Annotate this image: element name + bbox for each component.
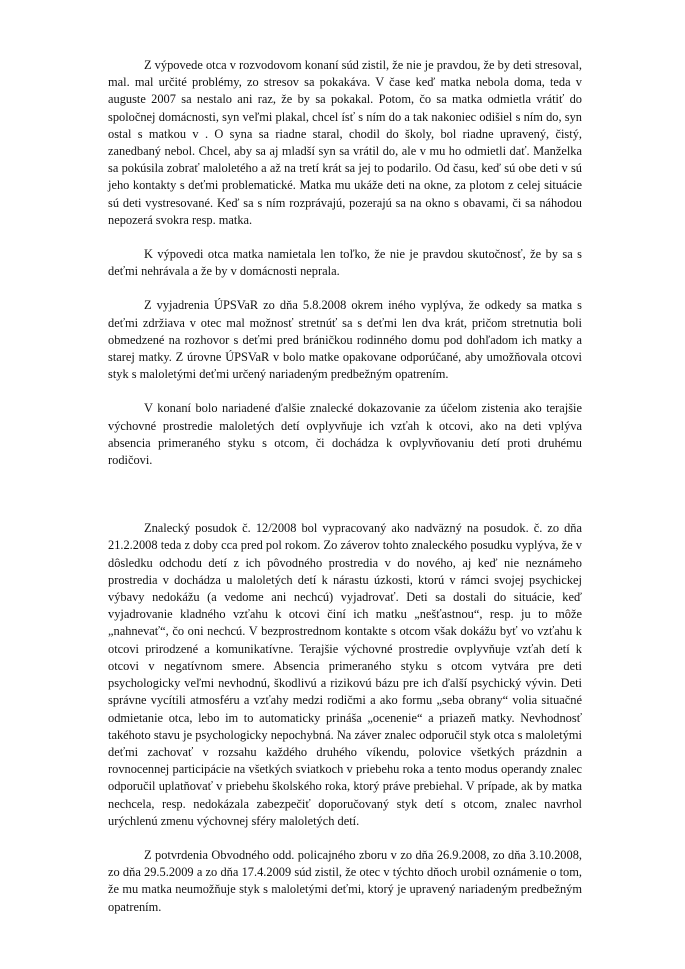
document-body (108, 57, 582, 916)
paragraph-expert-evidence: V konaní bolo nariadené ďalšie znalecké dokazovanie za účelom zistenia ako terajšie výchovné prostredie maloletých detí ovplyvňuje ich vzťah k otcovi, ako na deti vplýva absencia primeraného styku s otcom, či dochádza k ovplyvňovaniu detí proti druhému rodičovi. (108, 401, 582, 468)
paragraph-upsvar-statement: Z vyjadrenia ÚPSVaR zo dňa 5.8.2008 okrem iného vyplýva, že odkedy sa matka s deťmi zdržiava v otec mal možnosť stretnúť sa s deťmi len dva krát, pričom stretnutia boli obmedzené na rozhovor s deťmi pred bráničkou rodinného domu pod dohľadom ich matky a starej matky. Z úrovne ÚPSVaR v bolo matke opakovane odporúčané, aby umožňovala otcovi styk s maloletými deťmi určený nariadeným predbežným opatrením. (108, 298, 582, 382)
paragraph-police-confirmation: Z potvrdenia Obvodného odd. policajného zboru v zo dňa 26.9.2008, zo dňa 3.10.2008, zo dňa 29.5.2009 a zo dňa 17.4.2009 súd zistil, že otec v týchto dňoch urobil oznámenie o tom, že mu matka neumožňuje styk s maloletými deťmi, ktorý je upravený nariadeným predbežným opatrením. (108, 847, 582, 914)
paragraph-expert-report: Znalecký posudok č. 12/2008 bol vypracovaný ako nadväzný na posudok. č. zo dňa 21.2.2008 teda z doby cca pred pol rokom. Zo záverov tohto znaleckého posudku vyplýva, že v dôsledku odchodu detí z ich pôvodného prostredia v do nového, aj keď nie neznámeho prostredia v dochádza u maloletých detí k nárastu úzkosti, ktorú v rámci svojej psychickej výbavy nedokážu (a vedome ani nechcú) vyjadrovať. Deti sa dostali do situácie, keď vyjadrovanie kladného vzťahu k otcovi činí ich matku „nešťastnou“, resp. ju to môže „nahnevať“, čo oni nechcú. V bezprostrednom kontakte s otcom však dokážu byť vo vzťahu k otcovi prirodzené a komunikatívne. Terajšie výchovné prostredie ovplyvňuje vzťah detí k otcovi v negatívnom smere. Absencia primeraného styku s otcom vytvára pre deti psychologicky veľmi nevhodnú, škodlivú a rizikovú bázu pre ich ďalší psychický vývin. Deti správne vycítili atmosféru a vzťahy medzi rodičmi a ako formu „seba obrany“ volia situačné odmietanie otca, lebo im to automaticky prináša „ocenenie“ a priazeň matky. Nevhodnosť takéhoto stavu je psychologicky nepochybná. Na záver znalec odporučil styk otca s maloletými deťmi zachovať v rozsahu každého druhého víkendu, polovice všetkých prázdnin a rovnocennej participácie na všetkých sviatkoch v priebehu roka a tento modus operandy znalec odporučil uplatňovať v priebehu školského roka, ktorý práve prebiehal. V prípade, ak by matka nechcela, resp. nedokázala zabezpečiť doporučovaný styk detí s otcom, znalec navrhol urýchlenú zmenu výchovnej sféry maloletých detí. (108, 521, 582, 828)
paragraph-mother-objection: K výpovedi otca matka namietala len toľko, že nie je pravdou skutočnosť, že by sa s deťmi nehrávala a že by v domácnosti neprala. (108, 247, 582, 279)
paragraph-father-testimony: Z výpovede otca v rozvodovom konaní súd zistil, že nie je pravdou, že by deti stresoval, mal. mal určité problémy, zo stresov sa pokakáva. V čase keď matka nebola doma, teda v auguste 2007 sa nestalo ani raz, že by sa pokakal. Potom, čo sa matka odmietla vrátiť do spoločnej domácnosti, syn veľmi plakal, chcel ísť s ním do a tak nakoniec odišiel s ním do, syn ostal s matkou v . O syna sa riadne staral, chodil do školy, bol riadne upravený, čistý, zanedbaný nebol. Chcel, aby sa aj mladší syn sa vrátil do, ale v mu ho odmietli dať. Manželka sa pokúsila zobrať maloletého a až na tretí krát sa jej to podarilo. Od času, keď sú obe deti v sú jeho kontakty s deťmi problematické. Matka mu ukáže deti na okne, za plotom z celej situácie sú deti vystresované. Keď sa s ním rozprávajú, pozerajú sa na okno s obavami, či sa náhodou nepozerá svokra resp. matka. (108, 58, 582, 227)
